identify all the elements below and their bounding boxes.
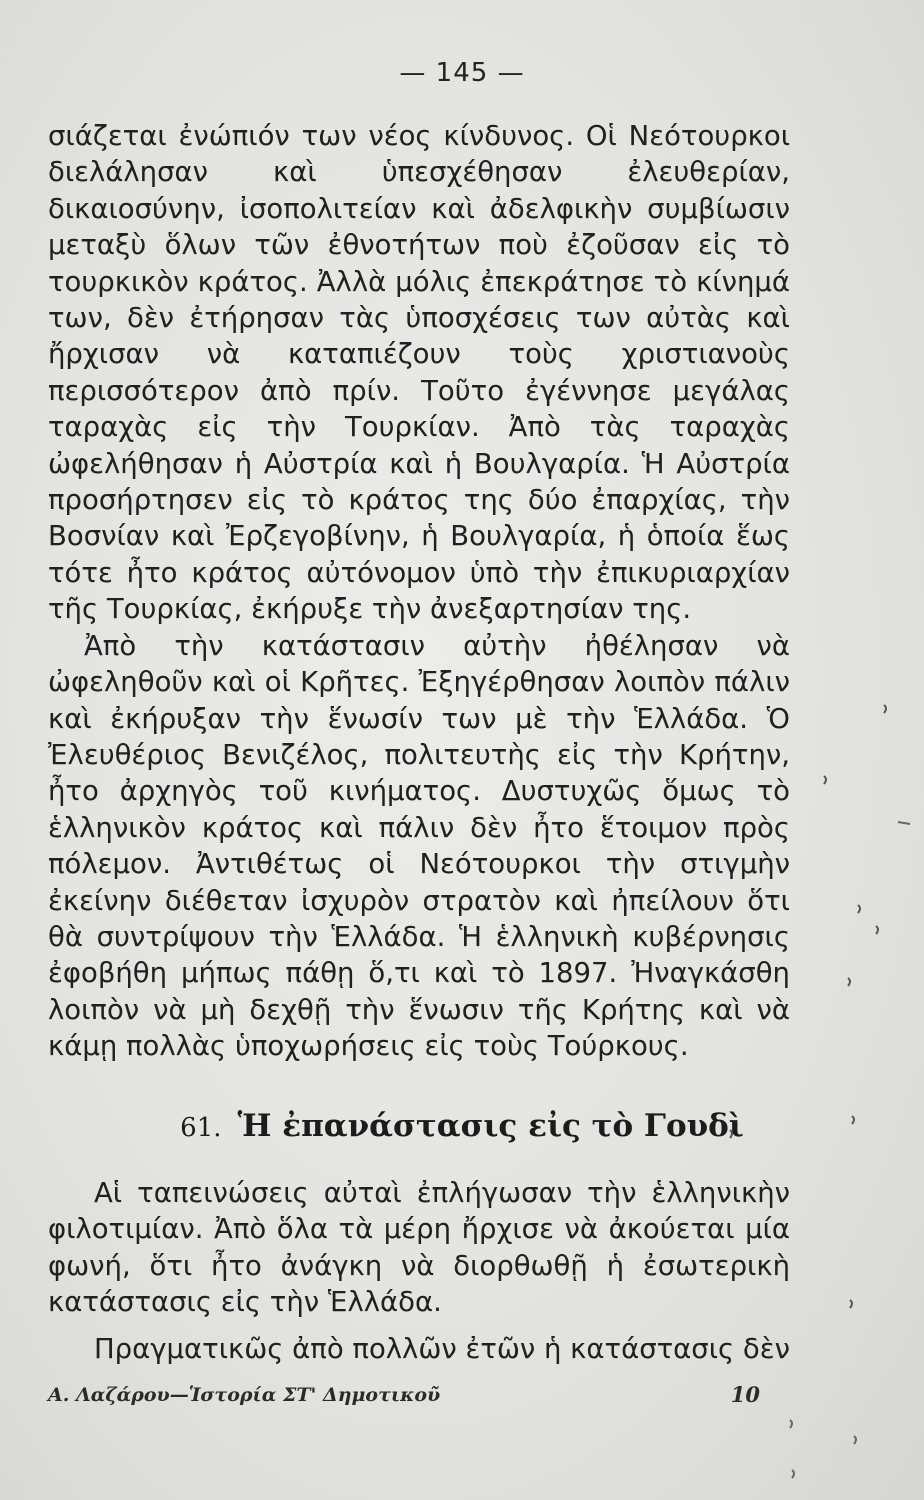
page-number: — 145 —	[399, 58, 525, 88]
paragraph: Αἱ ταπεινώσεις αὐταὶ ἐπλήγωσαν τὴν ἑλληνικὴν φιλοτιμίαν. Ἀπὸ ὅλα τὰ μέρη ἤρχισε νὰ ἀκούεται μία φωνή, ὅτι ἦτο ἀνάγκη νὰ διορθωθῇ ἡ ἐσωτερικὴ κατάστασις εἰς τὴν Ἑλλάδα.	[48, 1177, 790, 1319]
paragraph: Ἀπὸ τὴν κατάστασιν αὐτὴν ἠθέλησαν νὰ ὠφεληθοῦν καὶ οἱ Κρῆτες. Ἐξηγέρθησαν λοιπὸν πάλιν καὶ ἐκήρυξαν τὴν ἕνωσίν των μὲ τὴν Ἑλλάδα. Ὁ Ἐλευθέριος Βενιζέλος, πολιτευτὴς εἰς τὴν Κρήτην, ἦτο ἀρχηγὸς τοῦ κινήματος. Δυστυχῶς ὅμως τὸ ἑλληνικὸν κράτος καὶ πάλιν δὲν ἦτο ἕτοιμον πρὸς πόλεμον. Ἀντιθέτως οἱ Νεότουρκοι τὴν στιγμὴν ἐκείνην διέθεταν ἰσχυρὸν στρατὸν καὶ ἠπείλουν ὅτι θὰ συντρίψουν τὴν Ἑλλάδα. Ἡ ἑλληνικὴ κυβέρνησις ἐφοβήθη μήπως πάθῃ ὅ,τι καὶ τὸ 1897. Ἠναγκάσθη λοιπὸν νὰ μὴ δεχθῇ τὴν ἕνωσιν τῆς Κρήτης καὶ νὰ κάμῃ πολλὰς ὑποχωρήσεις εἰς τοὺς Τούρκους.	[48, 629, 790, 1063]
page-footer	[48, 1384, 760, 1406]
section-text	[48, 1175, 790, 1367]
paragraph: Πραγματικῶς ἀπὸ πολλῶν ἐτῶν ἡ κατάστασις δὲν	[94, 1332, 790, 1365]
book-title: Α. Λαζάρου—Ἱστορία ΣΤ' Δημοτικοῦ	[48, 1384, 441, 1406]
section-number: 61.	[180, 1113, 222, 1143]
section-title: Ἡ ἐπανάστασις εἰς τὸ Γουδὶ	[237, 1108, 744, 1144]
signature-number: 10	[730, 1382, 760, 1407]
section-heading	[0, 1108, 924, 1144]
main-text	[48, 118, 790, 1065]
paragraph: σιάζεται ἐνώπιόν των νέος κίνδυνος. Οἱ Νεότουρκοι διελάλησαν καὶ ὑπεσχέθησαν ἐλευθερίαν, δικαιοσύνην, ἰσοπολιτείαν καὶ ἀδελφικὴν συμβίωσιν μεταξὺ ὅλων τῶν ἐθνοτήτων ποὺ ἐζοῦσαν εἰς τὸ τουρκικὸν κράτος. Ἀλλὰ μόλις ἐπεκράτησε τὸ κίνημά των, δὲν ἐτήρησαν τὰς ὑποσχέσεις των αὐτὰς καὶ ἤρχισαν νὰ καταπιέζουν τοὺς χριστιανοὺς περισσότερον ἀπὸ πρίν. Τοῦτο ἐγέννησε μεγάλας ταραχὰς εἰς τὴν Τουρκίαν. Ἀπὸ τὰς ταραχὰς ὠφελήθησαν ἡ Αὐστρία καὶ ἡ Βουλγαρία. Ἡ Αὐστρία προσήρτησεν εἰς τὸ κράτος της δύο ἐπαρχίας, τὴν Βοσνίαν καὶ Ἐρζεγοβίνην, ἡ Βουλγαρία, ἡ ὁποία ἕως τότε ἦτο κράτος αὐτόνομον ὑπὸ τὴν ἐπικυριαρχίαν τῆς Τουρκίας, ἐκήρυξε τὴν ἀνεξαρτησίαν της.	[48, 120, 790, 626]
